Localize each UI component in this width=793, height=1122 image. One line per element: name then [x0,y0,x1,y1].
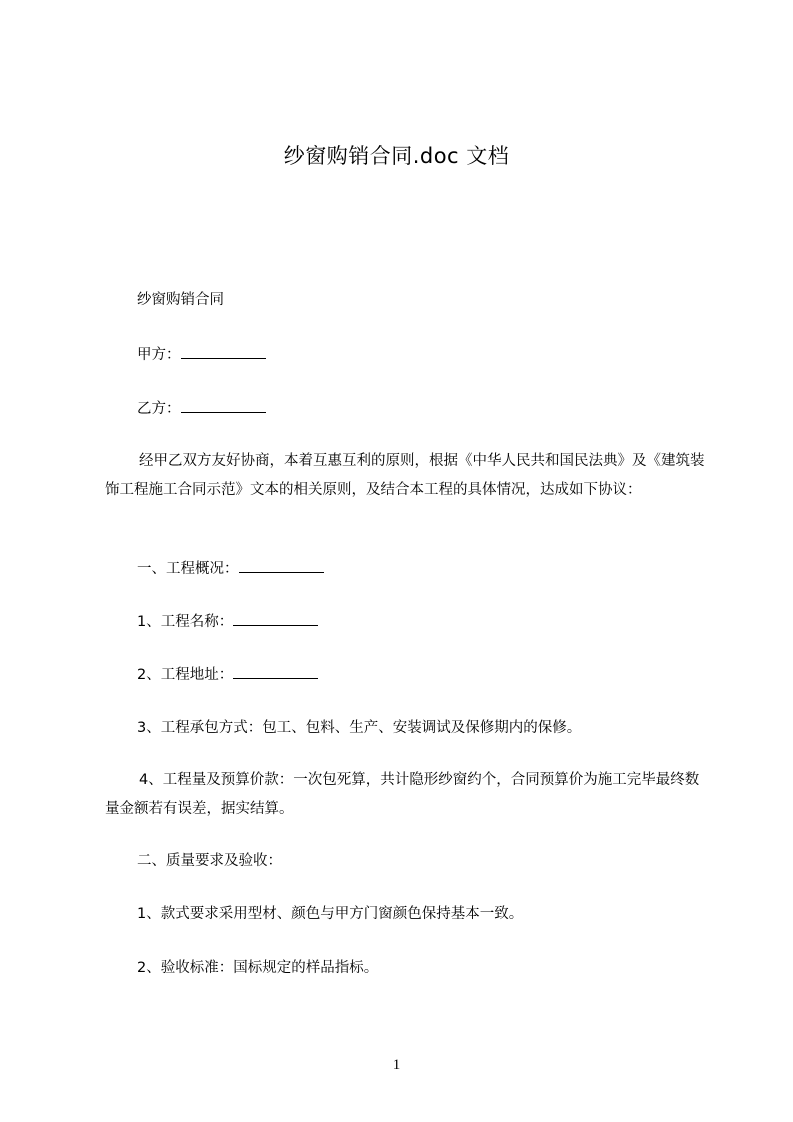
party-a-blank [181,344,266,359]
party-a-line [137,344,266,365]
project-address-blank [233,664,318,679]
party-b-line [137,398,266,419]
section-1-blank [239,558,324,573]
project-name-blank [233,611,318,626]
party-a-label: 甲方： [137,347,181,363]
budget-paragraph: 4、工程量及预算价款：一次包死算，共计隐形纱窗约个，合同预算价为施工完毕最终数量金额若有误差，据实结算。 [105,772,700,817]
contract-heading: 纱窗购销合同 [137,292,224,308]
item-1-1-line [137,611,318,632]
document-title: 纱窗购销合同.doc 文档 [283,144,510,168]
acceptance-standard-item: 2、验收标准：国标规定的样品指标。 [137,960,379,976]
project-name-label: 1、工程名称： [137,614,234,630]
intro-paragraph: 经甲乙双方友好协商，本着互惠互利的原则，根据《中华人民共和国民法典》及《建筑装饰工程施工合同示范》文本的相关原则，及结合本工程的具体情况，达成如下协议： [105,453,705,498]
style-requirement-item: 1、款式要求采用型材、颜色与甲方门窗颜色保持基本一致。 [137,906,524,922]
project-address-label: 2、工程地址： [137,667,234,683]
contract-method-item: 3、工程承包方式：包工、包料、生产、安装调试及保修期内的保修。 [137,720,582,736]
section-1-line [137,558,324,579]
party-b-blank [181,398,266,413]
party-b-label: 乙方： [137,401,181,417]
item-1-2-line [137,664,318,685]
section-2-title: 二、质量要求及验收： [137,853,282,869]
section-1-title: 一、工程概况： [137,561,239,577]
page-number: 1 [392,1057,401,1073]
